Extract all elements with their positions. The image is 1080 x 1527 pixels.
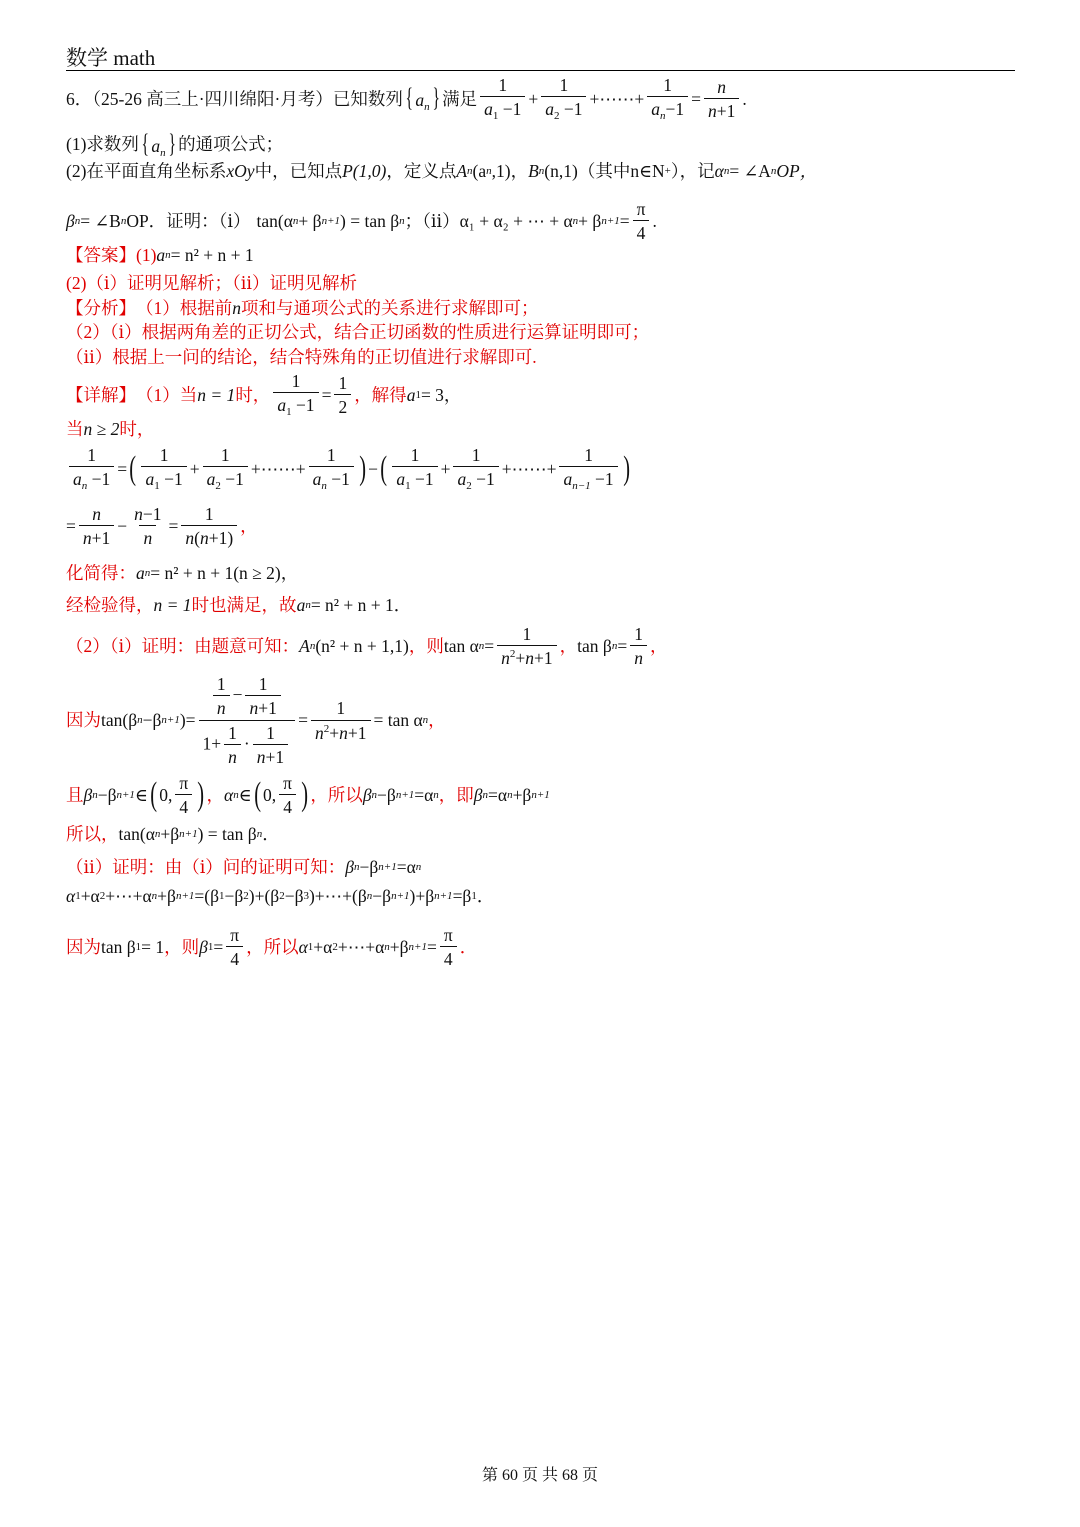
part2-f: ），记 — [670, 161, 715, 181]
answer-formula: = n² + n + 1 — [170, 245, 254, 265]
part1-text: (1)求数列 — [66, 134, 139, 155]
detail-l1a: （1）当 — [136, 384, 198, 405]
analysis-1b: 项和与通项公式的关系进行求解即可； — [241, 298, 539, 318]
analysis-line-3: （ⅱ）根据上一问的结论，结合特殊角的正切值进行求解即可. — [66, 347, 537, 367]
beta-def-tail: OP．证明：（ⅰ） — [126, 210, 251, 231]
frac-n-over-n1: $\frac{n}{n+1}$ — [704, 78, 739, 121]
detail-line-2: 当 n ≥ 2 时， — [66, 419, 155, 439]
answer-a1: (1) — [136, 245, 157, 265]
analysis-line-2: （2）（ⅰ）根据两角差的正切公式，结合正切函数的性质进行运算证明即可； — [66, 322, 650, 342]
xoy-label: xOy — [226, 161, 255, 181]
frac-1-2: $\frac{1}{2}$ — [334, 374, 351, 417]
detail-tan-diff: 因为 tan(β n −β n+1 )= $\frac{1}{n}$ − $\frac{1}{n+1}$ 1+ $\frac{1}{n}$ · $\frac{1}{n+1}$ = $\frac{1}{n^2+n+1}$ = tan α n ， — [66, 674, 446, 768]
detail-telescoping: α 1 +α 2 +⋯+α n +β n+1 =(β 1 −β 2 )+(β 2 −β 3 )+⋯+(β n −β n+1 )+β n+1 =β 1 ． — [66, 886, 495, 906]
proof-ii-mid: + β — [578, 210, 602, 231]
point-a-tail: ,1) — [491, 161, 511, 181]
detail-result-formula: = $\frac{n}{n+1}$ − $\frac{n-1}{n}$ = $\frac{1}{n(n+1)}$ ， — [66, 504, 258, 549]
satisfies-text: 满足 — [442, 88, 478, 109]
question-part-2: (2)在平面直角坐标系 xOy 中，已知点 P(1,0) ，定义点 A n (a n ,1) ， B n (n,1) （其中 n∈N + ），记 α n = ∠A n OP， — [66, 161, 818, 181]
answer-label: 【答案】 — [66, 245, 136, 265]
frac-a1: $\frac{1}{a_1 -1}$ — [480, 76, 525, 123]
part1-tail: 的通项公式； — [178, 134, 284, 155]
proof-ii: α₁ + α₂ + ⋯ + α — [459, 210, 573, 231]
beta-def: = ∠B — [80, 210, 121, 231]
part2-b: 中，已知点 — [254, 161, 343, 181]
detail-conclusion-i: 所以， tan(α n +β n+1 ) = tan β n ． — [66, 824, 280, 844]
frac-a2: $\frac{1}{a_2 -1}$ — [541, 76, 586, 123]
detail-simplify: 化简得： a n = n² + n + 1(n ≥ 2)， — [66, 563, 299, 583]
answer-line-2: (2)（ⅰ）证明见解析；（ⅱ）证明见解析 — [66, 273, 357, 293]
part2-d: ， — [510, 161, 529, 181]
frac-an: $\frac{1}{a_n-1}$ — [647, 76, 688, 123]
question-line-1: 6．（25-26 高三上·四川绵阳·月考）已知数列 { $a_n$} 满足 $\frac{1}{a_1 -1}$ + $\frac{1}{a_2 -1}$ +⋯⋯+ $\frac{1}{a_n-1}$ = $\frac{n}{n+1}$ . — [66, 75, 747, 123]
detail-label: 【详解】 — [66, 384, 136, 405]
detail-part2: （2）（ⅰ）证明：由题意可知： A n (n² + n + 1,1) ，则 tan α n = $\frac{1}{n^2+n+1}$ ， tan β n = $\frac{1}{n}$ ， — [66, 624, 668, 669]
detail-check: 经检验得， n = 1 时也满足，故 a n = n² + n + 1． — [66, 595, 412, 615]
alpha-def: = ∠A — [729, 161, 771, 181]
answer-line-1: 【答案】 (1) a n = n² + n + 1 — [66, 245, 254, 265]
page-footer: 第 60 页 共 68 页 — [481, 1467, 598, 1484]
header-title: 数学 math — [66, 46, 156, 70]
proof-i: tan(α — [256, 210, 293, 231]
question-part-1 — [66, 131, 283, 159]
detail-line-1: 【详解】 （1）当 n = 1 时， $\frac{1}{a_1 -1}$ = $\frac{1}{2}$ ，解得 a 1 = 3， — [66, 371, 462, 419]
analysis-1a: （1）根据前 — [136, 298, 233, 318]
point-a: (a — [472, 161, 487, 181]
frac-pi-4: $\frac{\pi}{4}$ — [633, 200, 650, 243]
analysis-label: 【分析】 — [66, 298, 136, 318]
question-part-2-line-2: β n = ∠B n OP．证明：（ⅰ） tan(α n + β n+1 ) = tan β n ；（ⅱ） α₁ + α₂ + ⋯ + α n + β n+1 = $\frac{\pi}{4}$ . — [66, 199, 657, 244]
question-number-source: 6．（25-26 高三上·四川绵阳·月考）已知数列 — [66, 88, 403, 109]
header-rule — [66, 70, 1015, 71]
seq-an: { $a_n$} — [405, 83, 440, 114]
part2-c: ，定义点 — [386, 161, 457, 181]
part2-a: (2)在平面直角坐标系 — [66, 161, 227, 181]
detail-interval: 且 β n −β n+1 ∈ ( 0, $\frac{\pi}{4}$ ) ， α n ∈ ( 0, $\frac{\pi}{4}$ ) ，所以 β n −β n+1 =α n ，即 β n =α n +β n+1 — [66, 773, 550, 818]
alpha-def-tail: OP， — [776, 161, 818, 181]
seq-an-2: { $a_n$} — [141, 129, 176, 159]
point-p: P(1,0) — [342, 161, 387, 181]
proof-i-tail: ) = tan β — [340, 210, 400, 231]
detail-part-ii: （ⅱ）证明：由（ⅰ）问的证明可知： β n −β n+1 =α n — [66, 857, 422, 877]
point-b-tail: (n,1) — [544, 161, 578, 181]
detail-final: 因为 tan β 1 = 1 ，则 β 1 = $\frac{\pi}{4}$ ，所以 α 1 +α 2 +⋯+α n +β n+1 = $\frac{\pi}{4}$ ． — [66, 925, 478, 970]
proof-ii-lead: ；（ⅱ） — [404, 210, 460, 231]
analysis-line-1: 【分析】 （1）根据前 n 项和与通项公式的关系进行求解即可； — [66, 298, 539, 318]
frac-1-a1: $\frac{1}{a_1 -1}$ — [273, 372, 318, 419]
n-in-n: n∈N — [630, 161, 665, 181]
detail-diff-formula: $\frac{1}{a_n -1}$ = ( $\frac{1}{a_1 -1}$ + $\frac{1}{a_2 -1}$ +⋯⋯+ $\frac{1}{a_n -1}$ ) − ( $\frac{1}{a_1 -1}$ + $\frac{1}{a_2 -1}$ +⋯⋯+ $\frac{1}{a_{n-1} -1}$ ) — [66, 446, 632, 493]
part2-e: （其中 — [577, 161, 631, 181]
